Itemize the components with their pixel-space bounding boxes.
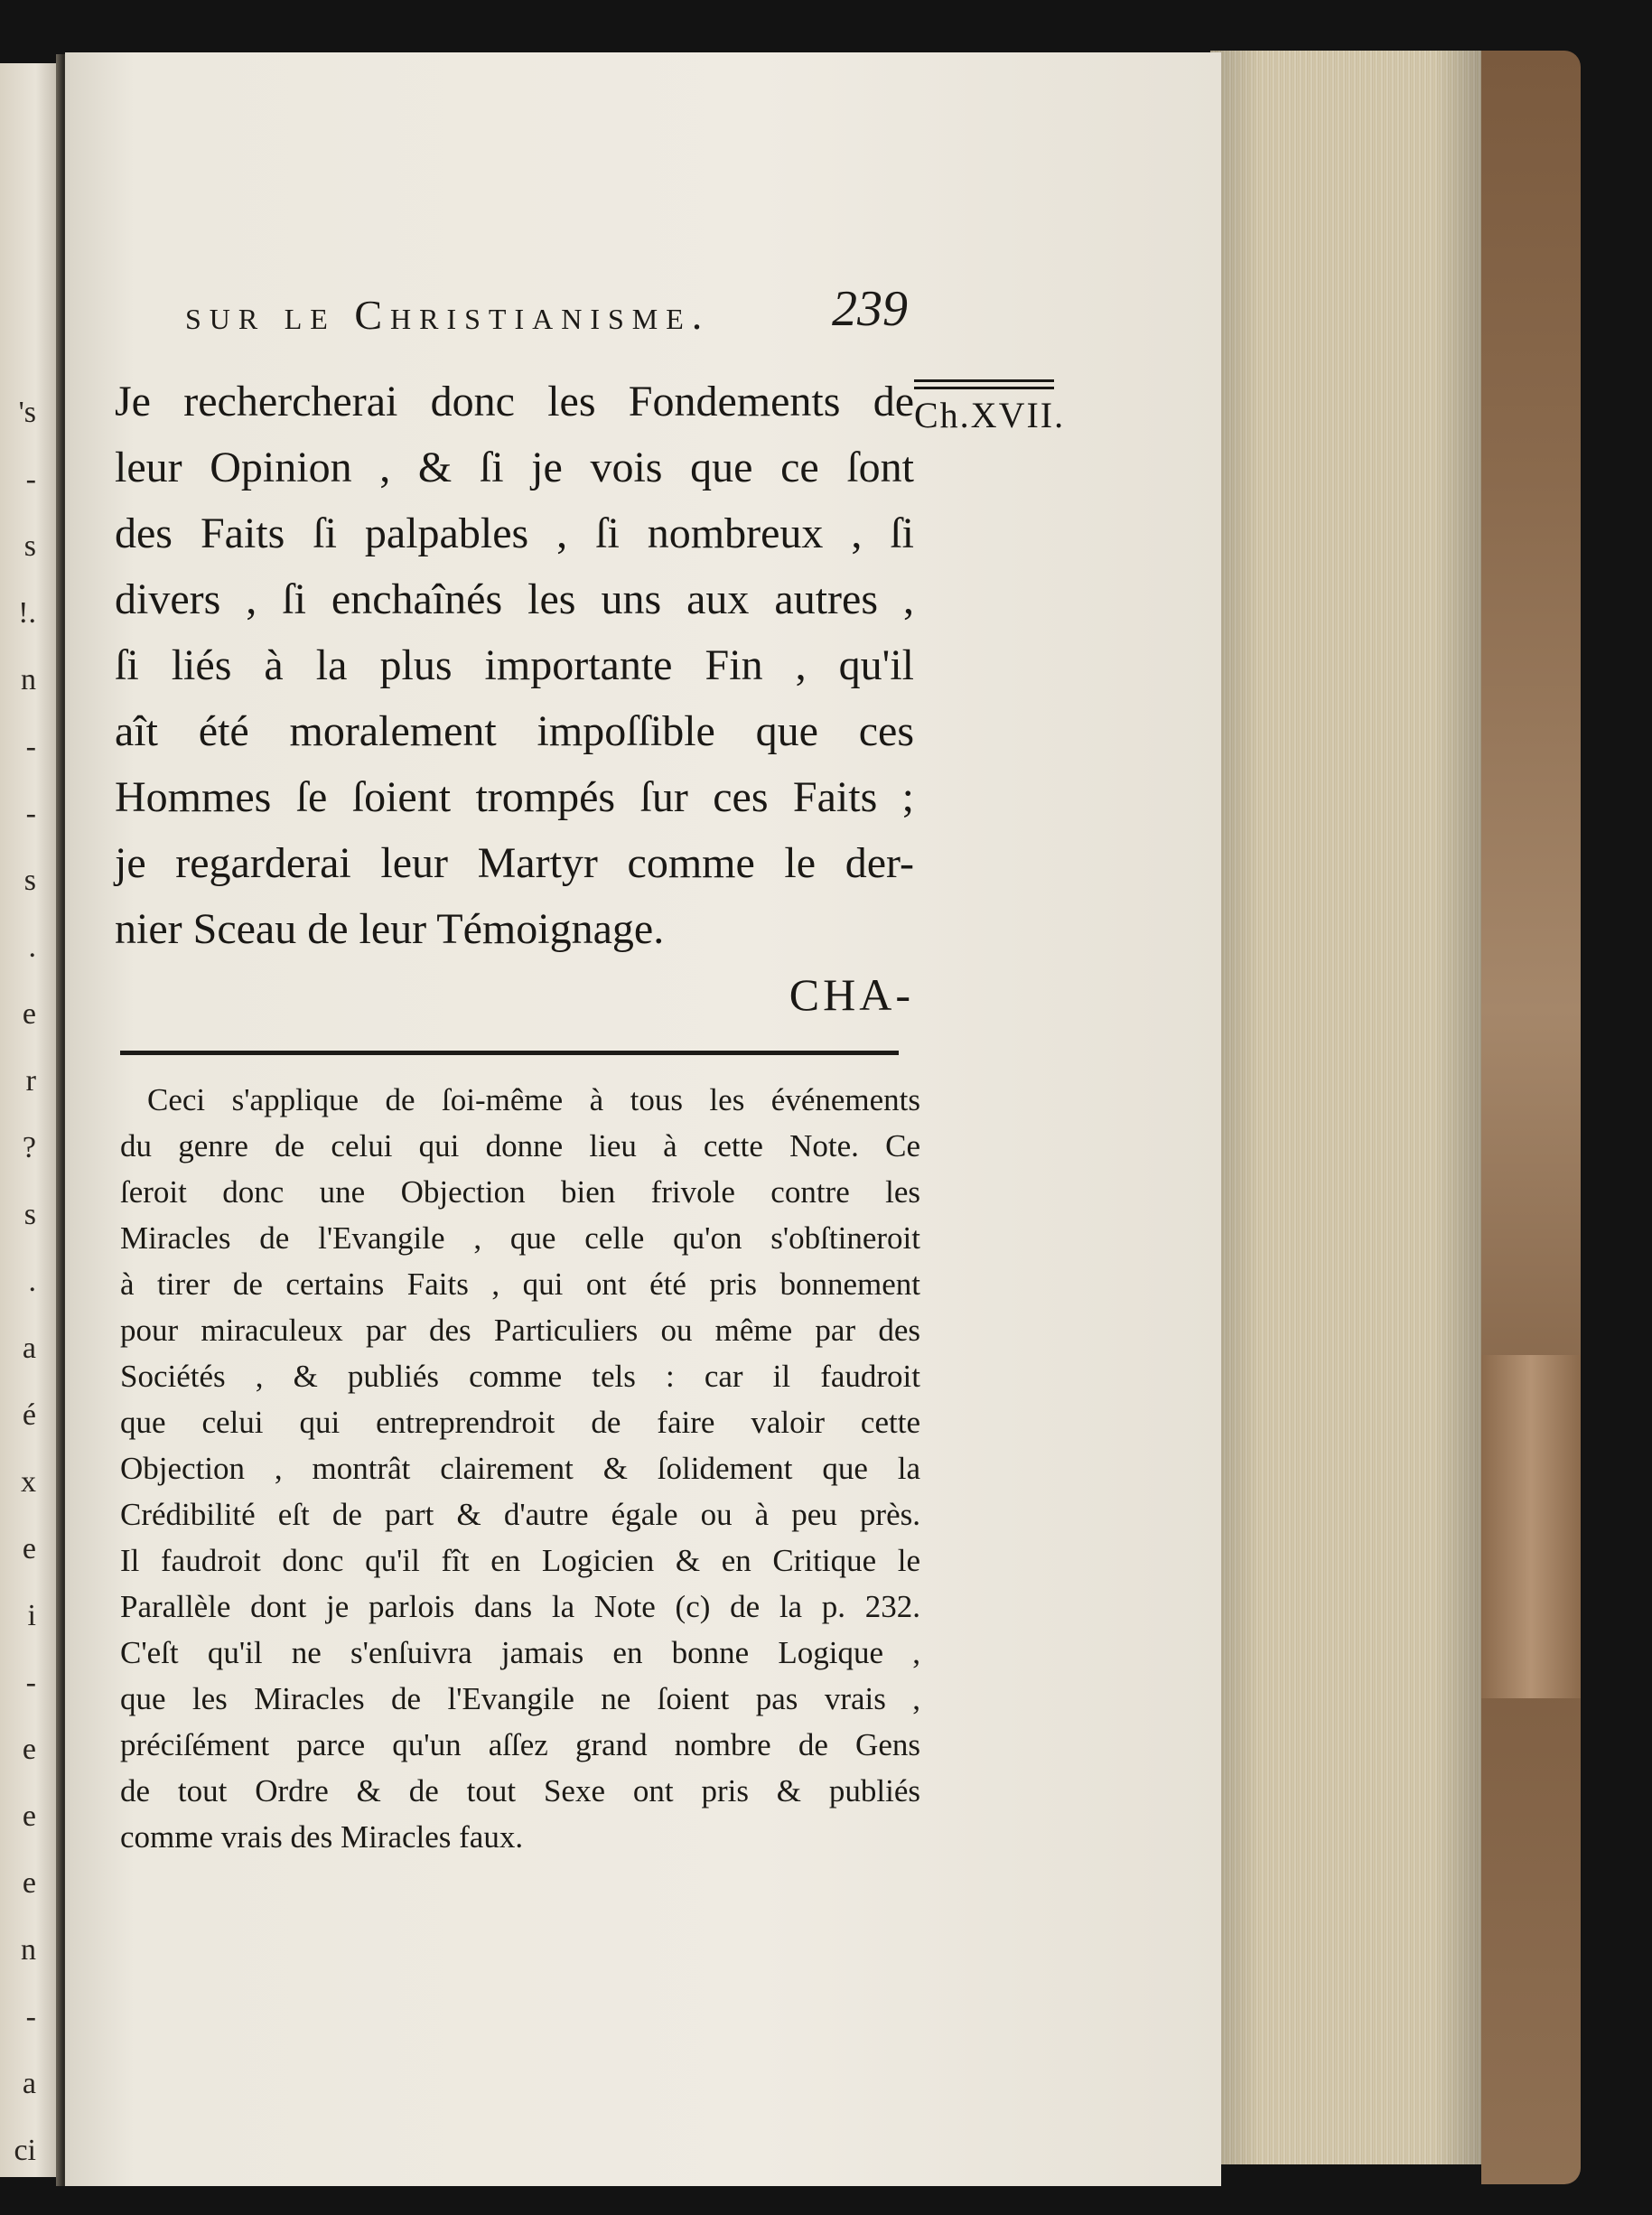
facing-line: 's: [18, 396, 36, 429]
facing-line: n: [21, 1933, 36, 1967]
facing-line: i: [27, 1599, 36, 1632]
footnote-line: du genre de celui qui donne lieu à cette Note. Ce: [120, 1128, 920, 1164]
footnote-line: de tout Ordre & de tout Sexe ont pris & publiés: [120, 1773, 920, 1808]
footnote-line: Ceci s'applique de ſoi-même à tous les événements: [147, 1082, 920, 1117]
side-note-rule: [914, 387, 1054, 389]
running-title: sur le Christianisme.: [185, 292, 711, 338]
facing-line: ?: [22, 1131, 36, 1164]
footnote-line: que les Miracles de l'Evangile ne ſoient pas vrais ,: [120, 1681, 920, 1716]
facing-line: .: [28, 930, 36, 964]
facing-line: -: [25, 463, 36, 496]
facing-line: -: [25, 1666, 36, 1699]
footnote-line: C'eſt qu'il ne s'enſuivra jamais en bonne Logique ,: [120, 1635, 920, 1670]
facing-line: e: [22, 1532, 36, 1565]
text-line: des Faits ſi palpables , ſi nombreux , ſi: [115, 509, 914, 557]
chapter-side-note: [914, 374, 1066, 446]
text-line: nier Sceau de leur Témoignage.: [115, 905, 665, 953]
leather-cover: [1481, 51, 1581, 2184]
text-line: Hommes ſe ſoient trompés ſur ces Faits ;: [115, 773, 914, 821]
text-line: Je rechercherai donc les Fondements de: [115, 378, 914, 425]
facing-line: r: [25, 1064, 36, 1098]
footnote-line: Sociétés , & publiés comme tels : car il faudroit: [120, 1359, 920, 1394]
facing-line: e: [22, 1866, 36, 1900]
facing-line: s: [23, 864, 36, 897]
page-number: 239: [832, 281, 908, 337]
footnote-line: Miracles de l'Evangile , que celle qu'on s'obſtineroit: [120, 1220, 920, 1256]
footnote-line: Parallèle dont je parlois dans la Note (c) de la p. 232.: [120, 1589, 920, 1624]
footnote: [120, 1077, 920, 1860]
facing-line: -: [25, 797, 36, 830]
footnote-line: comme vrais des Miracles faux.: [120, 1819, 524, 1855]
side-note-rule: [914, 379, 1054, 382]
footnote-line: que celui qui entreprendroit de faire valoir cette: [120, 1405, 920, 1440]
footnote-rule: [120, 1051, 899, 1055]
footnote-line: ſeroit donc une Objection bien frivole contre les: [120, 1174, 920, 1210]
text-line: ſi liés à la plus importante Fin , qu'il: [115, 641, 914, 689]
footnote-line: Il faudroit donc qu'il fît en Logicien & en Critique le: [120, 1543, 920, 1578]
facing-page-margin-text: [0, 379, 36, 2184]
text-line: aît été moralement impoſſible que ces: [115, 707, 914, 755]
cover-wear-band: [1481, 1355, 1581, 1698]
facing-line: x: [21, 1465, 36, 1499]
footnote-line: à tirer de certains Faits , qui ont été pris bonnement: [120, 1266, 920, 1302]
text-line: je regarderai leur Martyr comme le der-: [115, 839, 914, 887]
facing-line: n: [21, 663, 36, 696]
main-text: [115, 369, 914, 1028]
facing-line: -: [25, 2000, 36, 2033]
footnote-line: préciſément parce qu'un aſſez grand nombre de Gens: [120, 1727, 920, 1762]
footnote-line: Crédibilité eſt de part & d'autre égale ou à peu près.: [120, 1497, 920, 1532]
facing-line: .: [28, 1265, 36, 1298]
chapter-label: Ch.XVII.: [914, 395, 1066, 435]
page-header: [185, 280, 908, 352]
facing-line: a: [22, 2067, 36, 2100]
footnote-line: Objection , montrât clairement & ſolidement que la: [120, 1451, 920, 1486]
facing-line: s: [23, 1198, 36, 1231]
facing-line: e: [22, 997, 36, 1031]
facing-line: s: [23, 529, 36, 563]
page-block-edge: [1210, 51, 1490, 2164]
facing-line: -: [25, 730, 36, 763]
facing-line: é: [22, 1398, 36, 1432]
facing-line: ci: [14, 2134, 36, 2167]
text-line: leur Opinion , & ſi je vois que ce ſont: [115, 444, 914, 491]
facing-line: e: [22, 1733, 36, 1766]
text-line: divers , ſi enchaînés les uns aux autres ,: [115, 575, 914, 623]
catchword: CHA-: [789, 969, 914, 1020]
facing-line: !.: [18, 596, 36, 630]
facing-line: e: [22, 1799, 36, 1833]
facing-line: a: [22, 1332, 36, 1365]
footnote-line: pour miraculeux par des Particuliers ou même par des: [120, 1313, 920, 1348]
